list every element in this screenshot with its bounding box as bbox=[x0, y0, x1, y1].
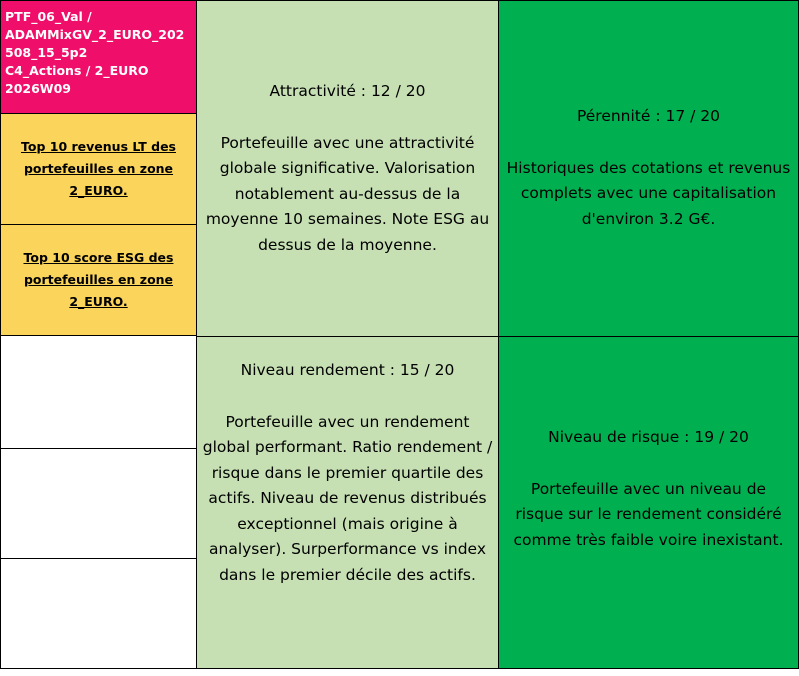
rendement-text: Portefeuille avec un rendement global performant. Ratio rendement / risque dans le premier quartile des actifs. Niveau de revenus distribués exceptionnel (mais origine à analyser). Surperformance vs index dans le premier décile des actifs. bbox=[202, 412, 493, 584]
attractivite-title: Attractivité : 12 / 20 bbox=[269, 82, 426, 100]
portfolio-id-cell bbox=[0, 0, 197, 114]
top-esg-link[interactable]: Top 10 score ESG des portefeuilles en zone 2_EURO. bbox=[23, 250, 174, 309]
top-revenus-cell bbox=[0, 113, 197, 225]
perennite-title: Pérennité : 17 / 20 bbox=[576, 107, 721, 125]
perennite-cell bbox=[498, 0, 799, 337]
rendement-cell bbox=[196, 336, 499, 669]
risque-title: Niveau de risque : 19 / 20 bbox=[548, 428, 749, 446]
top-revenus-link[interactable]: Top 10 revenus LT des portefeuilles en zone 2_EURO. bbox=[21, 139, 176, 198]
perennite-text: Historiques des cotations et revenus complets avec une capitalisation d'environ 3.2 G€. bbox=[506, 158, 791, 228]
portfolio-id-text: PTF_06_Val / ADAMMixGV_2_EURO_202508_15_5p2 C4_Actions / 2_EURO 2026W09 bbox=[5, 9, 185, 96]
risque-text: Portefeuille avec un niveau de risque sur le rendement considéré comme très faible voire inexistant. bbox=[513, 479, 784, 549]
rendement-title: Niveau rendement : 15 / 20 bbox=[240, 361, 455, 379]
empty-cell bbox=[0, 558, 197, 669]
empty-cell bbox=[0, 448, 197, 559]
attractivite-cell bbox=[196, 0, 499, 337]
risque-cell bbox=[498, 336, 799, 669]
empty-cell bbox=[0, 335, 197, 449]
top-esg-cell bbox=[0, 224, 197, 336]
attractivite-text: Portefeuille avec une attractivité globale significative. Valorisation notablement au-dessus de la moyenne 10 semaines. Note ESG au dessus de la moyenne. bbox=[205, 133, 490, 254]
